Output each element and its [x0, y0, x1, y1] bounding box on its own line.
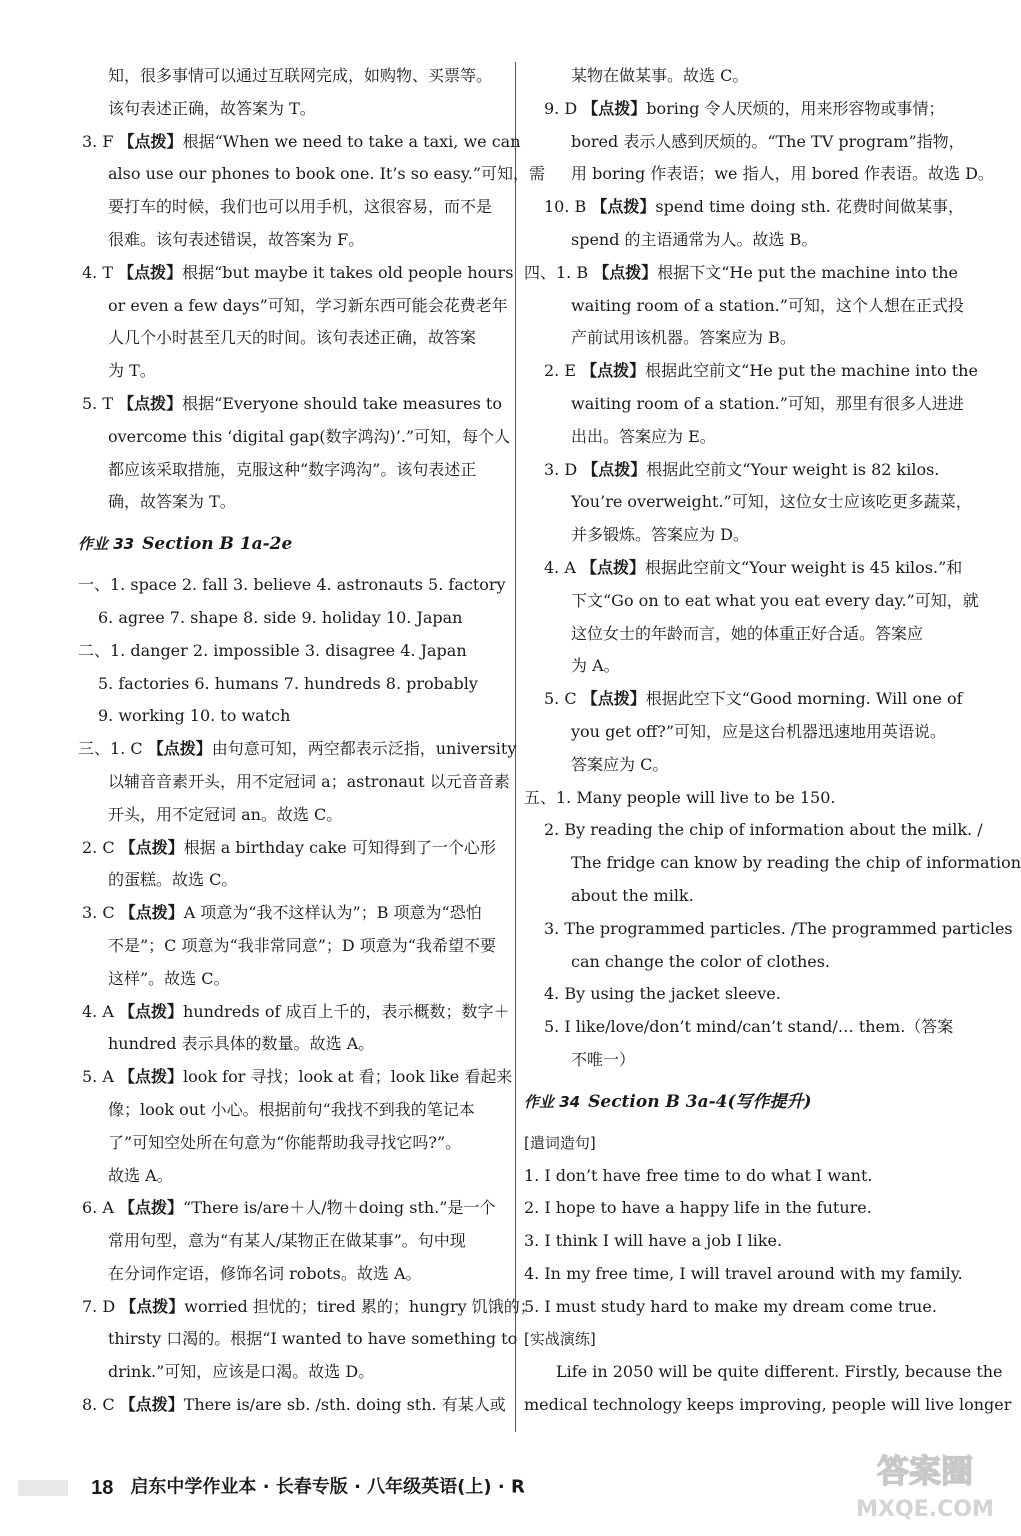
text-line: [78, 355, 508, 388]
line-text: The fridge can know by reading the chip of information: [571, 853, 1021, 873]
subsection-label: [实战演练]: [524, 1330, 596, 1349]
text-line: [524, 847, 1021, 880]
text-line: [78, 832, 508, 865]
text-line: [524, 946, 972, 979]
text-line: [78, 290, 508, 323]
text-line: [78, 1225, 508, 1258]
answer-number: 5. A: [82, 1067, 119, 1087]
footer-bar: [18, 1480, 68, 1496]
line-text: 1. I don’t have free time to do what I want.: [524, 1165, 873, 1185]
text-line: [78, 766, 508, 799]
line-text: 产前试用该机器。答案应为 B。: [571, 328, 796, 348]
text-line: [524, 191, 972, 224]
text-line: [78, 1389, 508, 1422]
answer-number: 4. T: [82, 262, 119, 282]
line-text: hundred 表示具体的数量。故选 A。: [108, 1034, 375, 1054]
text-line: [78, 569, 508, 602]
text-line: [524, 290, 972, 323]
line-text: overcome this ‘digital gap(数字鸿沟)’.”可知，每个人: [108, 426, 511, 446]
hint-label: 【点拨】: [118, 131, 183, 151]
answer-number: 10. B: [544, 197, 592, 217]
line-text: waiting room of a station.”可知，这个人想在正式投: [571, 295, 964, 315]
text-line: [78, 257, 514, 290]
watermark-logo: [856, 1440, 994, 1526]
hint-label: 【点拨】: [119, 837, 184, 857]
text-line: [524, 618, 972, 651]
line-text: 下文“Go on to eat what you eat every day.”可知，就: [571, 590, 979, 610]
text-line: [524, 880, 972, 913]
text-line: [524, 1356, 1003, 1389]
text-line: [524, 454, 972, 487]
line-text: you get off?”可知，应是这台机器迅速地用英语说。: [571, 721, 947, 741]
hint-label: 【点拨】: [582, 459, 647, 479]
subsection-label: [遣词造句]: [524, 1133, 596, 1152]
text-line: [524, 519, 972, 552]
watermark-bottom-text: MXQE.COM: [856, 1497, 994, 1522]
line-text: 人几个小时甚至几天的时间。该句表述正确，故答案: [108, 328, 477, 348]
line-text: 了”可知空处所在句意为“你能帮助我寻找它吗?”。: [108, 1132, 462, 1152]
text-line: [78, 224, 508, 257]
answer-number: 4. A: [544, 557, 581, 577]
text-line: [524, 388, 972, 421]
line-text: 确，故答案为 T。: [108, 492, 236, 512]
line-text: 5. I must study hard to make my dream come true.: [524, 1296, 937, 1316]
line-text: 3. The programmed particles. /The programmed particles: [544, 918, 1013, 938]
answer-number: 5. T: [82, 393, 119, 413]
line-text: 2. I hope to have a happy life in the future.: [524, 1198, 872, 1218]
answer-number: 2. C: [82, 837, 120, 857]
text-line: [524, 1291, 972, 1324]
text-line: [78, 1061, 513, 1094]
text-line: [524, 1389, 1012, 1422]
book-title: 启东中学作业本 · 长春专版 · 八年级英语(上) · R: [130, 1476, 525, 1498]
line-text: 在分词作定语，修饰名词 robots。故选 A。: [108, 1263, 422, 1283]
line-text: 像；look out 小心。根据前句“我找不到我的笔记本: [108, 1099, 475, 1119]
section-title: Section B 3a-4(写作提升): [588, 1091, 812, 1112]
line-text: 都应该采取措施，克服这种“数字鸿沟”。该句表述正: [108, 459, 477, 479]
text-line: [524, 716, 972, 749]
hint-label: 【点拨】: [119, 1001, 184, 1021]
line-text: waiting room of a station.”可知，那里有很多人进进: [571, 393, 964, 413]
text-line: [524, 814, 983, 847]
answer-number: 3. F: [82, 131, 119, 151]
line-text: 的蛋糕。故选 C。: [108, 870, 238, 890]
hint-label: 【点拨】: [582, 98, 647, 118]
text-line: [78, 897, 508, 930]
answer-number: 3. D: [544, 459, 583, 479]
line-text: medical technology keeps improving, people will live longer: [524, 1395, 1012, 1415]
line-text: 根据此空下文“Good morning. Will one of: [645, 689, 963, 709]
answer-number: 5. C: [544, 689, 582, 709]
line-text: 根据此空前文“Your weight is 82 kilos.: [646, 459, 940, 479]
line-text: 4. By using the jacket sleeve.: [544, 984, 781, 1004]
text-line: [78, 930, 508, 963]
line-text: 根据“Everyone should take measures to: [182, 393, 502, 413]
hint-label: 【点拨】: [581, 689, 646, 709]
line-text: 这样”。故选 C。: [108, 968, 230, 988]
hint-label: 【点拨】: [591, 197, 656, 217]
line-text: 某物在做某事。故选 C。: [571, 66, 749, 85]
text-line: [524, 1044, 972, 1077]
line-text: 为 T。: [108, 361, 156, 381]
answer-number: 4. A: [82, 1001, 119, 1021]
line-text: 9. working 10. to watch: [98, 706, 291, 726]
line-text: A 项意为“我不这样认为”；B 项意为“恐怕: [183, 903, 482, 923]
text-line: [78, 486, 508, 519]
hint-label: 【点拨】: [120, 1296, 185, 1316]
text-line: [78, 158, 546, 191]
line-text: can change the color of clothes.: [571, 951, 831, 971]
text-line: [78, 700, 508, 733]
text-line: [524, 650, 972, 683]
line-text: 根据“When we need to take a taxi, we can: [182, 131, 521, 151]
text-line: [78, 1192, 508, 1225]
line-text: 6. agree 7. shape 8. side 9. holiday 10. Japan: [98, 607, 463, 627]
line-text: 常用句型，意为“有某人/某物正在做某事”。句中现: [108, 1231, 466, 1251]
line-text: Life in 2050 will be quite different. Firstly, because the: [556, 1362, 1003, 1382]
answer-number: 6. A: [82, 1198, 119, 1218]
text-line: [78, 93, 508, 126]
line-text: You’re overweight.”可知，这位女士应该吃更多蔬菜，: [571, 492, 972, 512]
line-text: 很难。该句表述错误，故答案为 F。: [108, 229, 365, 249]
line-text: 不是”；C 项意为“我非常同意”；D 项意为“我希望不要: [108, 935, 496, 955]
text-line: [524, 782, 972, 815]
text-line: [78, 963, 508, 996]
line-text: spend 的主语通常为人。故选 B。: [571, 229, 818, 249]
answer-number: 三、1. C: [78, 739, 148, 759]
text-line: [78, 1127, 508, 1160]
line-text: 开头，用不定冠词 an。故选 C。: [108, 804, 343, 824]
text-line: [524, 683, 972, 716]
line-text: 故选 A。: [108, 1165, 173, 1185]
text-line: [524, 322, 972, 355]
watermark-top-text: 答案圈: [876, 1452, 974, 1490]
line-text: or even a few days”可知，学习新东西可能会花费老年: [108, 295, 508, 315]
line-text: 根据“but maybe it takes old people hours: [182, 262, 514, 282]
hint-label: 【点拨】: [593, 262, 658, 282]
hint-label: 【点拨】: [119, 903, 184, 923]
line-text: 用 boring 作表语；we 指人，用 bored 作表语。故选 D。: [571, 164, 994, 184]
line-text: 一、1. space 2. fall 3. believe 4. astronauts 5. factory: [78, 575, 506, 595]
text-line: [524, 355, 978, 388]
answer-number: 9. D: [544, 98, 583, 118]
text-line: [524, 1258, 972, 1291]
line-text: 答案应为 C。: [571, 754, 669, 774]
text-line: [78, 864, 508, 897]
text-line: [78, 1028, 508, 1061]
line-text: 根据 a birthday cake 可知得到了一个心形: [183, 837, 496, 857]
text-line: [78, 1094, 508, 1127]
text-line: [78, 602, 508, 635]
line-text: 4. In my free time, I will travel around with my family.: [524, 1263, 963, 1283]
text-line: [524, 93, 972, 126]
line-text: There is/are sb. /sth. doing sth. 有某人或: [183, 1395, 506, 1415]
text-line: [524, 486, 972, 519]
line-text: 知，很多事情可以通过互联网完成，如购物、买票等。: [108, 66, 493, 85]
text-line: [524, 749, 972, 782]
text-line: [524, 978, 972, 1011]
line-text: 以辅音音素开头，用不定冠词 a；astronaut 以元音音素: [108, 771, 510, 791]
line-text: about the milk.: [571, 885, 694, 905]
hint-label: 【点拨】: [147, 739, 212, 759]
line-text: 由句意可知，两空都表示泛指，university: [211, 739, 517, 759]
text-line: [78, 126, 521, 159]
line-text: 根据下文“He put the machine into the: [657, 262, 958, 282]
text-line: [524, 552, 972, 585]
hint-label: 【点拨】: [119, 1395, 184, 1415]
answer-number: 3. C: [82, 903, 120, 923]
line-text: worried 担忧的；tired 累的；hungry 饥饿的；: [184, 1296, 536, 1316]
text-line: [78, 388, 508, 421]
answer-number: 四、1. B: [524, 262, 594, 282]
line-text: 不唯一）: [571, 1049, 636, 1069]
line-text: 5. I like/love/don’t mind/can’t stand/… them.（答案: [544, 1017, 954, 1037]
text-line: [78, 421, 511, 454]
text-line: [78, 1291, 536, 1324]
text-line: [524, 224, 972, 257]
text-line: [524, 158, 994, 191]
line-text: 根据此空前文“Your weight is 45 kilos.”和: [645, 557, 963, 577]
homework-tag: 作业 34: [524, 1092, 581, 1111]
line-text: look for 寻找；look at 看；look like 看起来: [183, 1067, 513, 1087]
answer-number: 7. D: [82, 1296, 121, 1316]
text-line: [78, 996, 508, 1029]
line-text: bored 表示人感到厌烦的。“The TV program”指物，: [571, 131, 965, 151]
text-line: [78, 799, 508, 832]
section-title: Section B 1a-2e: [142, 534, 293, 555]
line-text: 五、1. Many people will live to be 150.: [524, 787, 836, 807]
page-number: 18: [91, 1476, 114, 1499]
line-text: 要打车的时候，我们也可以用手机，这很容易，而不是: [108, 197, 493, 217]
line-text: drink.”可知，应该是口渴。故选 D。: [108, 1362, 375, 1382]
text-line: [78, 635, 508, 668]
text-line: [524, 913, 1013, 946]
text-line: [78, 1356, 508, 1389]
line-text: 3. I think I will have a job I like.: [524, 1231, 783, 1251]
text-line: [78, 191, 508, 224]
line-text: 为 A。: [571, 656, 620, 676]
text-line: [78, 668, 508, 701]
homework-tag: 作业 33: [78, 535, 135, 554]
hint-label: 【点拨】: [119, 1067, 184, 1087]
line-text: spend time doing sth. 花费时间做某事，: [655, 197, 964, 217]
right-column: [524, 60, 1021, 1422]
text-line: [78, 1258, 508, 1291]
hint-label: 【点拨】: [118, 393, 183, 413]
text-line: [78, 733, 517, 766]
line-text: also use our phones to book one. It’s so easy.”可知，需: [108, 164, 546, 184]
line-text: 5. factories 6. humans 7. hundreds 8. probably: [98, 673, 478, 693]
hint-label: 【点拨】: [118, 262, 183, 282]
hint-label: 【点拨】: [119, 1198, 184, 1218]
text-line: [78, 60, 508, 93]
line-text: 出出。答案应为 E。: [571, 426, 716, 446]
text-line: [78, 322, 508, 355]
line-text: hundreds of 成百上千的，表示概数；数字＋: [183, 1001, 510, 1021]
text-line: [524, 421, 972, 454]
line-text: 二、1. danger 2. impossible 3. disagree 4. Japan: [78, 640, 467, 660]
text-line: [524, 126, 972, 159]
hint-label: 【点拨】: [581, 361, 646, 381]
text-line: [78, 1323, 518, 1356]
text-line: [524, 1192, 972, 1225]
text-line: [524, 585, 979, 618]
text-line: [524, 257, 972, 290]
line-text: 2. By reading the chip of information about the milk. /: [544, 820, 983, 840]
hint-label: 【点拨】: [581, 557, 646, 577]
line-text: 该句表述正确，故答案为 T。: [108, 98, 316, 118]
line-text: boring 令人厌烦的，用来形容物或事情；: [646, 98, 945, 118]
line-text: thirsty 口渴的。根据“I wanted to have something to: [108, 1329, 518, 1349]
left-column: [78, 60, 546, 1422]
page-footer: [18, 1472, 918, 1502]
text-line: [524, 1225, 972, 1258]
section-heading: [78, 519, 508, 569]
text-line: [524, 1011, 972, 1044]
answer-number: 2. E: [544, 361, 582, 381]
line-text: 根据此空前文“He put the machine into the: [645, 361, 978, 381]
line-text: 并多锻炼。答案应为 D。: [571, 525, 749, 545]
text-line: [78, 454, 508, 487]
answer-number: 8. C: [82, 1395, 120, 1415]
text-line: [524, 60, 972, 93]
line-text: 这位女士的年龄而言，她的体重正好合适。答案应: [571, 623, 924, 643]
text-line: [524, 1160, 972, 1193]
text-line: [78, 1160, 508, 1193]
section-heading: [524, 1077, 972, 1127]
line-text: “There is/are＋人/物＋doing sth.”是一个: [183, 1198, 496, 1218]
